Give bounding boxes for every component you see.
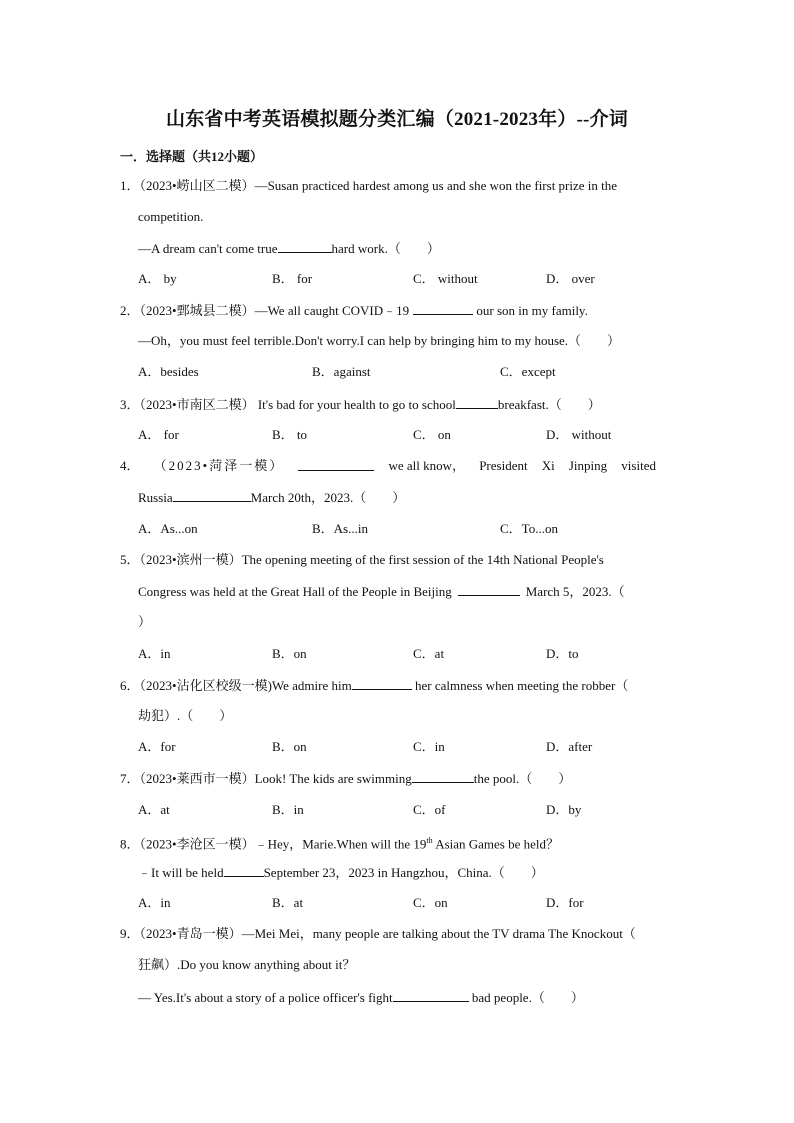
option-c: C．To...on (500, 521, 558, 536)
question-text: bad people.（ ） (468, 990, 584, 1005)
question-text: her calmness when meeting the robber（ (411, 678, 629, 693)
option-d: D． over (546, 271, 595, 286)
option-d: D．to (546, 646, 579, 661)
question-1-line-1 (120, 178, 617, 194)
question-text: （2023•青岛一模）—Mei Mei，many people are talking about the TV drama The Knockout（ (139, 926, 636, 941)
question-text: Xi (541, 458, 555, 473)
option-c: C． on (413, 427, 451, 442)
superscript-th: th (426, 836, 433, 845)
answer-blank (412, 770, 474, 783)
question-2-line-2: —Oh，you must feel terrible.Don't worry.I can help by bringing him to my house.（ ） (138, 333, 621, 348)
question-text: September 23，2023 in Hangzhou，China.（ ） (263, 865, 544, 880)
option-c: C．except (500, 364, 556, 379)
option-b: B．in (272, 802, 304, 817)
question-text: （2023•滨州一模）The opening meeting of the first session of the 14th National People's (139, 552, 604, 567)
question-text: （2023•李沧区一模）﹣Hey，Marie.When will the 19 (139, 836, 427, 852)
page-title: 山东省中考英语模拟题分类汇编（2021-2023年）--介词 (166, 109, 628, 130)
question-source: （2023•菏泽一模） (153, 458, 285, 473)
question-5-line-3: ） (138, 614, 152, 629)
question-6-line-2: 劫犯）.（ ） (138, 708, 233, 723)
question-8-line-1 (120, 833, 559, 852)
question-text: breakfast.（ ） (497, 397, 601, 412)
question-text: we all know， (388, 458, 466, 473)
question-text: Russia (138, 490, 173, 505)
question-5-line-1 (120, 552, 604, 568)
question-9-line-3 (138, 989, 584, 1006)
option-b: B．on (272, 739, 307, 754)
question-8-line-2 (138, 864, 544, 881)
question-text: ﹣It will be held (138, 865, 224, 880)
option-b: B． to (272, 427, 308, 442)
question-text: Congress was held at the Great Hall of the People in Beijing (138, 584, 452, 599)
option-c: C．at (413, 646, 445, 661)
question-text: our son in my family. (473, 303, 588, 318)
answer-blank (352, 677, 412, 690)
option-d: D．for (546, 895, 584, 910)
option-d: D．by (546, 802, 582, 817)
answer-blank (458, 583, 520, 596)
option-d: D．after (546, 739, 593, 754)
question-text: — Yes.It's about a story of a police officer's fight (138, 990, 393, 1005)
question-text: President (479, 458, 528, 473)
option-c: C．of (413, 802, 446, 817)
option-b: B．As...in (312, 521, 368, 536)
answer-blank (413, 302, 473, 315)
option-a: A．in (138, 646, 171, 661)
question-5-line-2 (138, 583, 625, 600)
option-c: C．on (413, 895, 448, 910)
question-1-line-2: competition. (138, 209, 204, 224)
question-number: 8． (120, 836, 140, 852)
answer-blank (298, 458, 374, 471)
question-number: 4． (120, 458, 140, 473)
option-a: A． by (138, 271, 177, 286)
question-text: （2023•沾化区校级一模)We admire him (139, 678, 352, 693)
answer-blank (456, 396, 498, 409)
question-text: —A dream can't come true (138, 241, 278, 256)
question-number: 1． (120, 178, 140, 193)
question-text: March 20th，2023.（ ） (250, 490, 406, 505)
section-heading: 一．选择题（共12小题） (120, 149, 264, 164)
answer-blank (278, 240, 332, 253)
question-3-line-1 (120, 396, 601, 413)
question-text: hard work.（ ） (331, 241, 440, 256)
option-a: A．in (138, 895, 171, 910)
option-c: C． without (413, 271, 478, 286)
option-b: B．at (272, 895, 304, 910)
answer-blank (173, 489, 251, 502)
question-text: March 5，2023.（ (525, 584, 625, 599)
question-text: the pool.（ ） (473, 771, 572, 786)
question-text: （2023•莱西市一模）Look! The kids are swimming (139, 771, 412, 786)
option-a: A．besides (138, 364, 199, 379)
option-d: D． without (546, 427, 612, 442)
question-number: 6． (120, 678, 140, 693)
option-a: A． for (138, 427, 179, 442)
option-a: A．As...on (138, 521, 198, 536)
question-text: Jinping (568, 458, 608, 473)
option-b: B． for (272, 271, 313, 286)
question-text: （2023•鄄城县二模）—We all caught COVID﹣19 (139, 303, 410, 318)
question-number: 9． (120, 926, 140, 941)
question-number: 7． (120, 771, 140, 786)
option-a: A．for (138, 739, 176, 754)
question-9-line-2: 狂飙）.Do you know anything about it？ (138, 957, 356, 972)
answer-blank (393, 989, 469, 1002)
question-9-line-1 (120, 926, 636, 942)
question-text: visited (621, 458, 656, 473)
question-4-line-1 (120, 458, 656, 474)
question-2-line-1 (120, 302, 588, 319)
question-text: （2023•市南区二模） It's bad for your health to go to school (139, 397, 456, 412)
question-4-line-2 (138, 489, 405, 506)
question-number: 2． (120, 303, 140, 318)
question-1-line-3 (138, 240, 440, 257)
option-b: B．on (272, 646, 307, 661)
question-7-line-1 (120, 770, 571, 787)
question-text: Asian Games be held？ (432, 836, 560, 852)
option-c: C．in (413, 739, 445, 754)
answer-blank (224, 864, 264, 877)
option-a: A．at (138, 802, 170, 817)
question-6-line-1 (120, 677, 628, 694)
option-b: B．against (312, 364, 371, 379)
question-number: 5． (120, 552, 140, 567)
question-text: （2023•崂山区二模）—Susan practiced hardest among us and she won the first prize in the (139, 178, 618, 193)
question-number: 3． (120, 397, 140, 412)
